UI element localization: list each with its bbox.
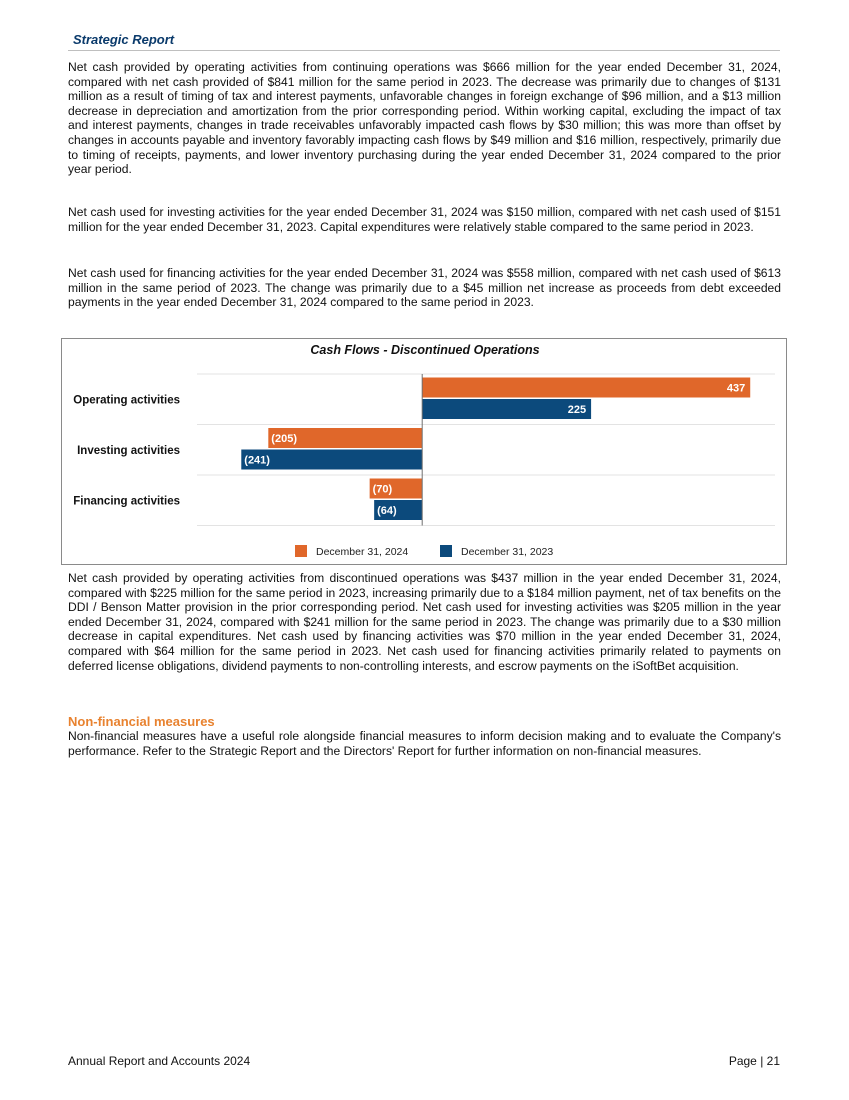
chart-title: Cash Flows - Discontinued Operations	[310, 343, 540, 357]
data-label: (241)	[244, 454, 270, 467]
chart-canvas	[62, 339, 788, 566]
category-label: Investing activities	[77, 444, 180, 457]
legend-swatch	[295, 545, 307, 557]
data-label: 437	[726, 382, 746, 395]
legend-label: December 31, 2024	[316, 546, 409, 558]
paragraph-operating-continuing: Net cash provided by operating activities from continuing operations was $666 million for the year ended December 31, 2024, compared with net cash provided of $841 million for the same period in 2023. The decrease was primarily due to changes of $131 million as a result of timing of tax and interest payments, unfavorable changes in foreign exchange of $96 million, and a $13 million decrease in depreciation and amortization from the prior corresponding period. Within working capital, excluding the impact of tax and interest payments, changes in trade receivables unfavorably impacted cash flows by $30 million; this was more than offset by changes in accounts payable and inventory favorably impacting cash flows by $49 million and $16 million, respectively, primarily due to timing of receipts, payments, and lower inventory purchasing during the year ended December 31, 2024 compared to the prior year period.	[68, 60, 781, 177]
section-heading-non-financial: Non-financial measures	[68, 714, 215, 729]
category-label: Operating activities	[73, 394, 180, 407]
bar	[422, 399, 591, 419]
category-label: Financing activities	[73, 495, 180, 508]
data-label: (205)	[271, 433, 297, 445]
paragraph-financing-continuing: Net cash used for financing activities for the year ended December 31, 2024 was $558 million, compared with net cash used of $613 million in the same period of 2023. The change was primarily due to a $45 million net increase as proceeds from debt exceeded payments in the year ended December 31, 2024 compared to the same period in 2023.	[68, 266, 781, 310]
legend-label: December 31, 2023	[461, 546, 554, 558]
cash-flows-chart	[61, 338, 787, 565]
paragraph-discontinued-operations: Net cash provided by operating activities from discontinued operations was $437 million in the year ended December 31, 2024, compared with $225 million for the same period in 2023, increasing primarily due to a $184 million payment, net of tax benefits on the DDI / Benson Matter provision in the prior corresponding period. Net cash used for investing activities was $205 million in the year ended December 31, 2024, compared with $241 million for the same period in 2023. The change was primarily due to a $30 million decrease in capital expenditures. Net cash used by financing activities was $70 million in the year ended December 31, 2024, compared with $64 million for the same period in 2023. Net cash used for financing activities primarily related to payments on deferred license obligations, dividend payments to non-controlling interests, and escrow payments on the iSoftBet acquisition.	[68, 571, 781, 673]
paragraph-non-financial-measures: Non-financial measures have a useful role alongside financial measures to inform decision making and to evaluate the Company's performance. Refer to the Strategic Report and the Directors' Report for further information on non-financial measures.	[68, 729, 781, 758]
paragraph-investing-continuing: Net cash used for investing activities for the year ended December 31, 2024 was $150 million, compared with net cash used of $151 million for the year ended December 31, 2023. Capital expenditures were relatively stable compared to the same period in 2023.	[68, 205, 781, 234]
footer-report-title: Annual Report and Accounts 2024	[68, 1054, 251, 1068]
footer-page-number: Page | 21	[728, 1054, 780, 1068]
data-label: (64)	[377, 505, 397, 517]
legend-swatch	[440, 545, 452, 557]
data-label: (70)	[372, 483, 393, 496]
header-divider	[68, 50, 780, 51]
data-label: 225	[567, 404, 587, 416]
bar	[422, 378, 750, 398]
page-header-title: Strategic Report	[73, 32, 175, 47]
